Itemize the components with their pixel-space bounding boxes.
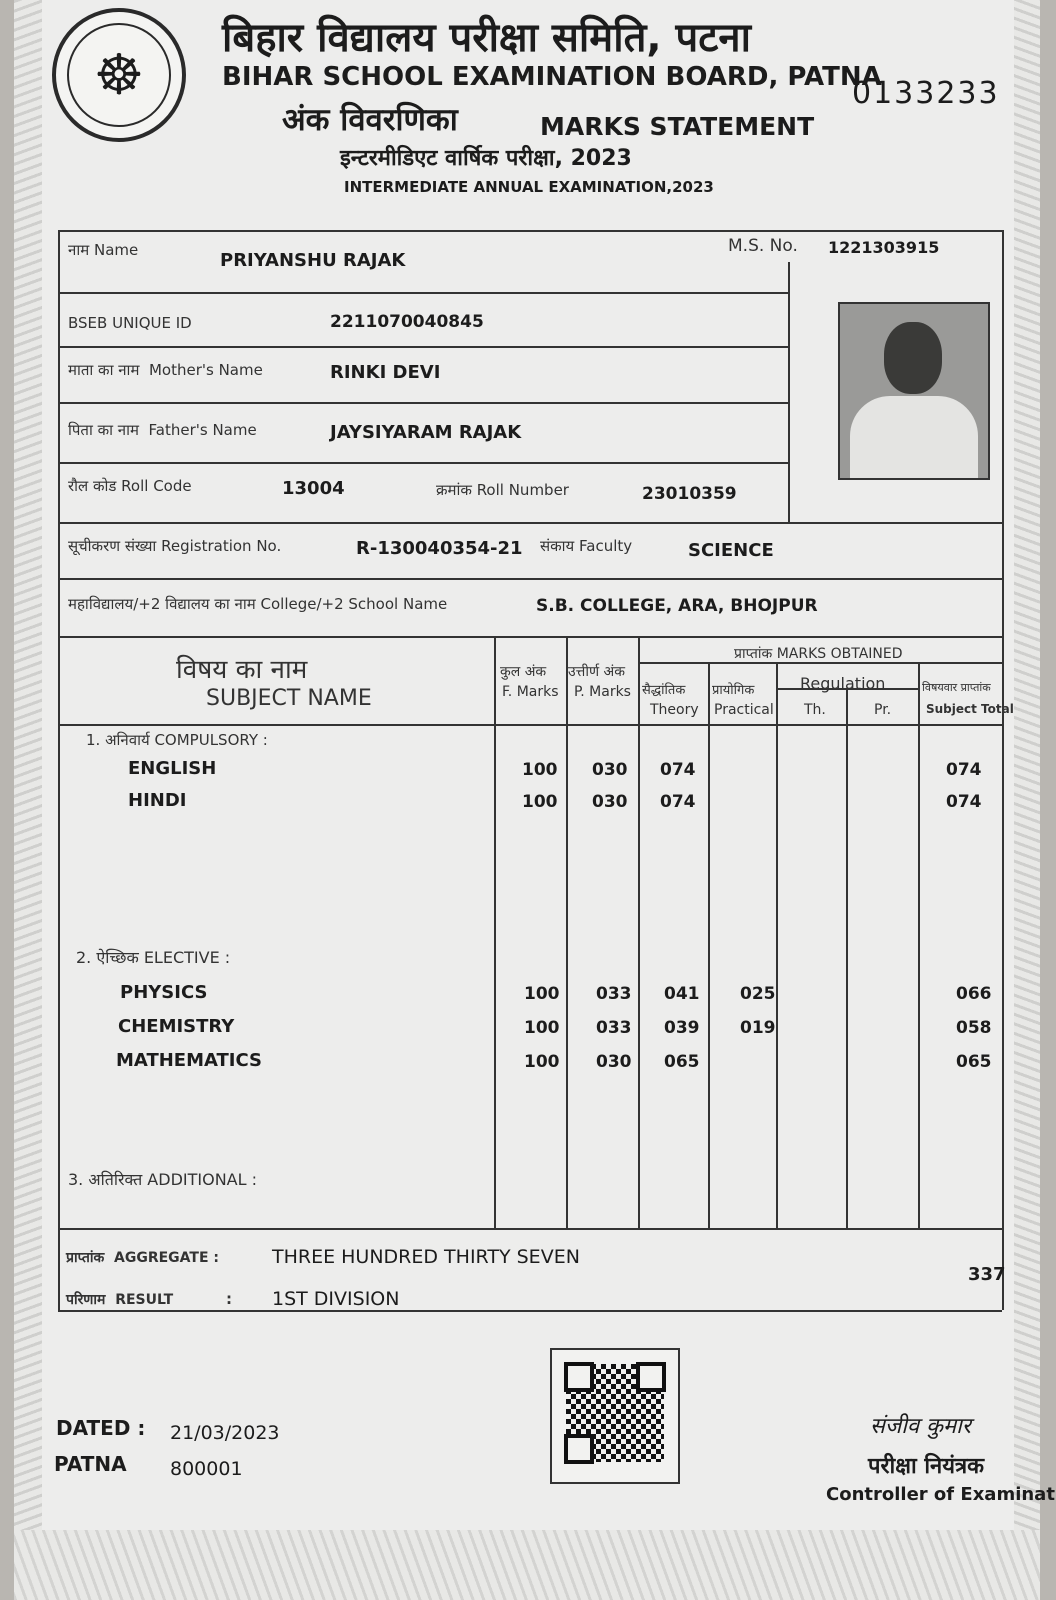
rule xyxy=(58,346,790,348)
pmarks-header: P. Marks xyxy=(574,684,631,700)
statement-title-hindi: अंक विवरणिका xyxy=(282,102,458,138)
mathematics-pmarks: 030 xyxy=(596,1052,632,1072)
faculty-label-hi: संकाय xyxy=(540,537,575,555)
uid-label: BSEB UNIQUE ID xyxy=(68,314,192,332)
rule xyxy=(58,1310,1002,1312)
student-name: PRIYANSHU RAJAK xyxy=(220,250,406,271)
college-label: महाविद्यालय/+2 विद्यालय का नाम College/+2 School Name xyxy=(68,595,448,613)
theory-header-hi: सैद्धांतिक xyxy=(642,683,686,698)
roll-code: 13004 xyxy=(282,478,345,499)
rule xyxy=(918,662,920,1228)
right-border-pattern xyxy=(1014,0,1040,1600)
father-name: JAYSIYARAM RAJAK xyxy=(330,422,522,443)
rule xyxy=(846,688,848,1228)
rule xyxy=(58,402,790,404)
rule xyxy=(58,522,1002,524)
chemistry-total: 058 xyxy=(956,1018,992,1038)
mathematics-fmarks: 100 xyxy=(524,1052,560,1072)
english-fmarks: 100 xyxy=(522,760,558,780)
left-border-pattern xyxy=(14,0,42,1600)
practical-header: Practical xyxy=(714,702,774,718)
father-label-hi: पिता का नाम xyxy=(68,421,139,439)
hindi-pmarks: 030 xyxy=(592,792,628,812)
roll-code-label: Roll Code xyxy=(121,477,192,495)
chemistry-practical: 019 xyxy=(740,1018,776,1038)
rule xyxy=(58,230,60,1310)
registration-no: R-130040354-21 xyxy=(356,538,523,559)
rule xyxy=(58,1228,1002,1230)
roll-code-label-hi: रौल कोड xyxy=(68,477,117,495)
father-label: Father's Name xyxy=(148,421,257,439)
issue-date: 21/03/2023 xyxy=(170,1422,280,1444)
rule xyxy=(1002,230,1004,1310)
fmarks-header: F. Marks xyxy=(502,684,559,700)
physics-fmarks: 100 xyxy=(524,984,560,1004)
aggregate-words: THREE HUNDRED THIRTY SEVEN xyxy=(272,1246,580,1268)
roll-number-label: Roll Number xyxy=(476,481,569,499)
pin-code: 800001 xyxy=(170,1458,243,1480)
result-division: 1ST DIVISION xyxy=(272,1288,400,1310)
regulation-theory-header: Th. xyxy=(804,702,826,718)
qr-finder xyxy=(636,1362,666,1392)
college-name: S.B. COLLEGE, ARA, BHOJPUR xyxy=(536,596,818,616)
qr-finder xyxy=(564,1362,594,1392)
pmarks-header-hi: उत्तीर्ण अंक xyxy=(568,664,625,680)
subject-total-header-hi: विषयवार प्राप्तांक xyxy=(922,681,991,694)
photo-face xyxy=(884,322,942,394)
result-colon: : xyxy=(226,1290,232,1308)
mathematics-theory: 065 xyxy=(664,1052,700,1072)
ms-no-label: M.S. No. xyxy=(728,236,798,256)
rule xyxy=(58,724,1002,726)
rule xyxy=(708,662,710,1228)
physics-theory: 041 xyxy=(664,984,700,1004)
chemistry-pmarks: 033 xyxy=(596,1018,632,1038)
subject-header-hi: विषय का नाम xyxy=(176,655,308,685)
result-label-hi: परिणाम xyxy=(66,1292,106,1308)
english-theory: 074 xyxy=(660,760,696,780)
chemistry-theory: 039 xyxy=(664,1018,700,1038)
seal-figure-icon: ☸ xyxy=(67,23,171,127)
subject-hindi: HINDI xyxy=(128,790,187,811)
subject-mathematics: MATHEMATICS xyxy=(116,1050,263,1071)
controller-title: Controller of Examinat xyxy=(826,1484,1055,1505)
physics-pmarks: 033 xyxy=(596,984,632,1004)
bseb-unique-id: 2211070040845 xyxy=(330,312,484,332)
bottom-border-pattern xyxy=(14,1530,1040,1600)
subject-physics: PHYSICS xyxy=(120,982,208,1003)
controller-signature: संजीव कुमार xyxy=(870,1414,971,1439)
roll-number: 23010359 xyxy=(642,484,737,504)
board-title-english: BIHAR SCHOOL EXAMINATION BOARD, PATNA xyxy=(222,62,882,92)
mathematics-total: 065 xyxy=(956,1052,992,1072)
exam-title-hindi: इन्टरमीडिएट वार्षिक परीक्षा, 2023 xyxy=(340,146,632,171)
rule xyxy=(58,636,1002,638)
subject-header: SUBJECT NAME xyxy=(206,686,372,711)
result-label: RESULT xyxy=(115,1292,174,1308)
aggregate-label: AGGREGATE : xyxy=(114,1250,220,1266)
mother-label-hi: माता का नाम xyxy=(68,361,140,379)
faculty-label: Faculty xyxy=(579,537,633,555)
physics-practical: 025 xyxy=(740,984,776,1004)
rule xyxy=(58,292,790,294)
subject-total-header: Subject Total xyxy=(926,702,1014,716)
serial-number: 0133233 xyxy=(852,76,1000,111)
fmarks-header-hi: कुल अंक xyxy=(500,664,547,680)
elective-heading: 2. ऐच्छिक ELECTIVE : xyxy=(76,948,231,967)
faculty: SCIENCE xyxy=(688,540,774,561)
marks-obtained-header: प्राप्तांक MARKS OBTAINED xyxy=(734,646,903,662)
chemistry-fmarks: 100 xyxy=(524,1018,560,1038)
hindi-theory: 074 xyxy=(660,792,696,812)
name-label: Name xyxy=(93,241,139,259)
aggregate-label-hi: प्राप्तांक xyxy=(66,1250,105,1266)
dated-label: DATED : xyxy=(56,1416,146,1440)
rule xyxy=(58,230,1002,232)
qr-finder xyxy=(564,1434,594,1464)
mother-label: Mother's Name xyxy=(148,361,263,379)
hindi-fmarks: 100 xyxy=(522,792,558,812)
registration-label-hi: सूचीकरण संख्या xyxy=(68,537,157,555)
registration-label: Registration No. xyxy=(161,537,282,555)
statement-title-english: MARKS STATEMENT xyxy=(540,112,815,141)
subject-chemistry: CHEMISTRY xyxy=(118,1016,235,1037)
regulation-header: Regulation xyxy=(800,674,886,693)
board-seal-logo xyxy=(52,8,186,142)
hindi-total: 074 xyxy=(946,792,982,812)
name-label-hi: नाम xyxy=(68,241,90,259)
physics-total: 066 xyxy=(956,984,992,1004)
rule xyxy=(788,262,790,522)
ms-no: 1221303915 xyxy=(828,238,940,257)
qr-code xyxy=(550,1348,680,1484)
rule xyxy=(58,462,790,464)
practical-header-hi: प्रायोगिक xyxy=(712,683,755,698)
theory-header: Theory xyxy=(650,702,699,718)
controller-title-hi: परीक्षा नियंत्रक xyxy=(868,1454,985,1479)
rule xyxy=(58,578,1002,580)
english-pmarks: 030 xyxy=(592,760,628,780)
aggregate-total: 337 xyxy=(968,1264,1006,1285)
regulation-practical-header: Pr. xyxy=(874,702,892,718)
board-title-hindi: बिहार विद्यालय परीक्षा समिति, पटना xyxy=(222,15,751,61)
place-label: PATNA xyxy=(54,1452,127,1476)
rule xyxy=(776,662,778,1228)
additional-heading: 3. अतिरिक्त ADDITIONAL : xyxy=(68,1170,258,1189)
mother-name: RINKI DEVI xyxy=(330,362,441,383)
english-total: 074 xyxy=(946,760,982,780)
subject-english: ENGLISH xyxy=(128,758,217,779)
photo-shirt xyxy=(850,396,978,480)
student-photo xyxy=(838,302,990,480)
compulsory-heading: 1. अनिवार्य COMPULSORY : xyxy=(86,731,268,749)
roll-number-label-hi: क्रमांक xyxy=(436,481,472,499)
exam-title-english: INTERMEDIATE ANNUAL EXAMINATION,2023 xyxy=(344,178,714,196)
